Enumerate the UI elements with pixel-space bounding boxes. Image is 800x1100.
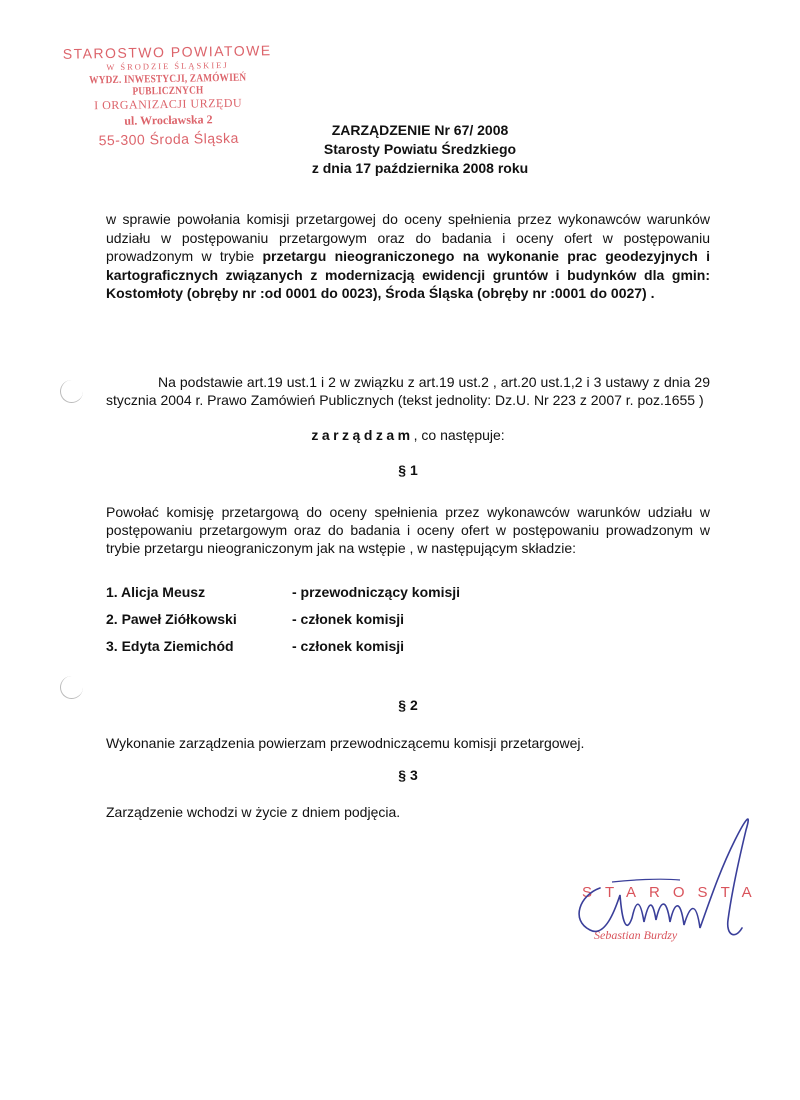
stamp-line: WYDZ. INWESTYCJI, ZAMÓWIEŃ PUBLICZNYCH xyxy=(89,71,247,98)
list-item xyxy=(106,611,526,638)
paragraph-1: Powołać komisję przetargową do oceny spełnienia przez wykonawców warunków udziału w postępowaniu przetargowym oraz do badania i oceny ofert w postępowaniu prowadzonym w trybie przetargu nieograniczonym jak na wstępie , w następującym składzie: xyxy=(106,504,710,556)
punch-hole xyxy=(60,380,83,403)
legal-basis-text: Na podstawie art.19 ust.1 i 2 w związku z art.19 ust.2 , art.20 ust.1,2 i 3 ustawy z dnia 29 stycznia 2004 r. Prawo Zamówień Publicznych (tekst jednolity: Dz.U. Nr 223 z 2007 r. poz.1655 ) xyxy=(106,374,710,408)
subject-bold-text: przetargu nieograniczonego na wykonanie prac geodezyjnych i kartograficznych związanych z modernizacją ewidencji gruntów i budynków dla gmin: Kostomłoty (obręby nr :od 0001 do 0023), Środa Śląska (obręby nr :0001 do 0027) . xyxy=(106,248,710,301)
section-heading-2: § 2 xyxy=(398,697,418,713)
stamp-line: ul. Wrocławska 2 xyxy=(124,112,213,128)
document-issuer: Starosty Powiatu Średzkiego xyxy=(323,141,517,157)
section-heading-3: § 3 xyxy=(398,767,418,783)
stamp-line: 55-300 Środa Śląska xyxy=(98,129,240,149)
member-name: 3. Edyta Ziemichód xyxy=(106,638,234,654)
stamp-line: STAROSTWO POWIATOWE xyxy=(62,42,272,62)
paragraph-2: Wykonanie zarządzenia powierzam przewodniczącemu komisji przetargowej. xyxy=(106,735,585,751)
document-date: z dnia 17 października 2008 roku xyxy=(311,160,529,176)
subject-text: w sprawie powołania komisji przetargowej do oceny spełnienia przez wykonawców warunków udziału w postępowaniu przetargowym oraz do badania i oceny ofert w postępowaniu prowadzonym w trybie xyxy=(106,211,710,264)
decree-rest: , co następuje: xyxy=(413,427,505,443)
document-header xyxy=(230,121,610,178)
stamp-line: W ŚRODZIE ŚLĄSKIEJ xyxy=(106,59,229,73)
section-heading-1: § 1 xyxy=(398,462,418,478)
decree-word: zarządzam xyxy=(311,427,414,443)
member-name: 1. Alicja Meusz xyxy=(106,584,206,600)
subject-paragraph xyxy=(106,210,710,303)
stamp-line: I ORGANIZACJI URZĘDU xyxy=(94,95,243,113)
decree-line xyxy=(106,427,710,443)
list-item xyxy=(106,638,526,665)
punch-hole xyxy=(60,676,83,699)
document-title: ZARZĄDZENIE Nr 67/ 2008 xyxy=(331,122,509,138)
committee-members-list xyxy=(106,584,526,665)
stamp-name: Sebastian Burdzy xyxy=(594,928,678,942)
member-role: - członek komisji xyxy=(292,611,405,627)
legal-basis-paragraph xyxy=(106,373,710,409)
member-role: - członek komisji xyxy=(292,638,405,654)
stamp-title: STAROSTA xyxy=(582,884,765,901)
member-name: 2. Paweł Ziółkowski xyxy=(106,611,237,627)
handwritten-signature xyxy=(560,800,780,960)
paragraph-3: Zarządzenie wchodzi w życie z dniem podjęcia. xyxy=(106,804,401,820)
list-item xyxy=(106,584,526,611)
member-role: - przewodniczący komisji xyxy=(292,584,461,600)
